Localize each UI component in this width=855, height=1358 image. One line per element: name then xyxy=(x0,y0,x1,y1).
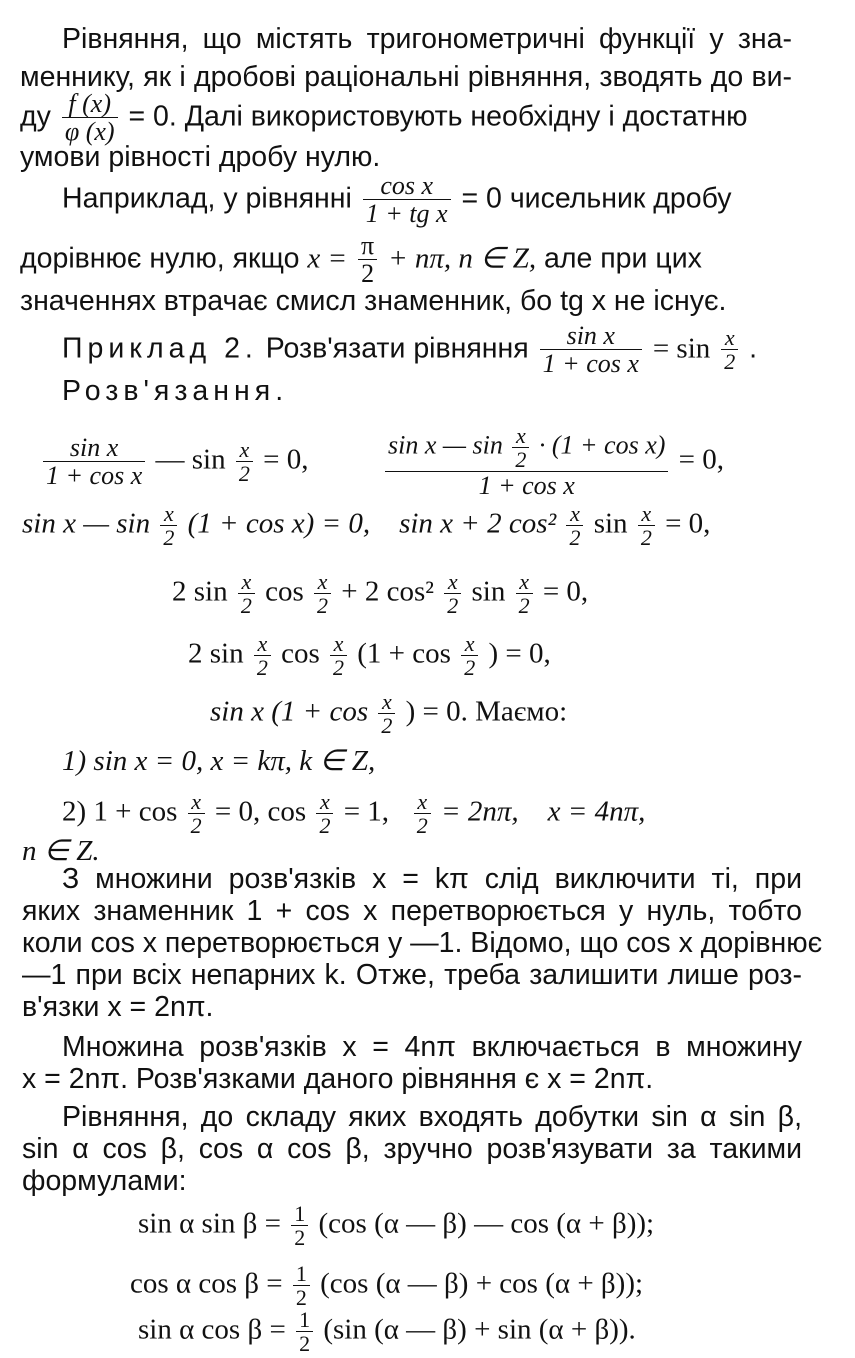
denominator: 2 xyxy=(515,447,527,473)
numerator: x xyxy=(414,790,431,814)
fraction-x-over-2 xyxy=(378,690,395,737)
fraction-x-over-2 xyxy=(330,632,347,679)
numerator: sin x xyxy=(43,434,145,462)
math: 2 sin xyxy=(188,637,244,670)
fraction-x-over-2 xyxy=(414,790,431,837)
paragraph-1-line-3 xyxy=(20,90,747,146)
math-row-3 xyxy=(172,570,588,617)
paragraph-3-line-2: яких знаменник 1 + cos x перетворюється у нуль, тобто xyxy=(22,895,802,927)
math: sin xyxy=(471,575,506,608)
denominator: 2 xyxy=(299,1331,311,1357)
example-title: Приклад 2. xyxy=(62,332,258,365)
numerator: x xyxy=(444,570,461,594)
formula-sin-sin xyxy=(138,1202,654,1249)
example-2-line xyxy=(62,322,757,378)
denominator: 2 xyxy=(333,655,345,681)
math: 2 sin xyxy=(172,575,228,608)
fraction-sin-over-1-plus-cos xyxy=(540,322,642,378)
denominator: 2 xyxy=(295,1285,307,1311)
math: (cos (α — β) + cos (α + β)); xyxy=(320,1267,644,1300)
numerator: 1 xyxy=(296,1308,313,1332)
math-row-4 xyxy=(188,632,551,679)
fraction-x-over-2 xyxy=(461,632,478,679)
text: = 0 чисельник дробу xyxy=(461,182,732,215)
case-2 xyxy=(62,790,645,837)
numerator: x xyxy=(238,570,255,594)
paragraph-1-line-2: меннику, як і дробові раціональні рівняння, зводять до ви- xyxy=(20,61,792,93)
fraction-x-over-2 xyxy=(254,632,271,679)
numerator xyxy=(385,424,668,472)
denominator: 2 xyxy=(240,593,252,619)
math: sin α sin β = xyxy=(138,1207,281,1240)
denominator: 1 + cos x xyxy=(46,461,143,491)
math: x = 4nπ, xyxy=(547,795,646,828)
numerator: sin x xyxy=(540,322,642,350)
math: = 0, cos xyxy=(214,795,307,828)
denominator: 2 xyxy=(238,461,250,487)
numerator: x xyxy=(512,424,529,448)
fraction-f-over-phi xyxy=(62,90,118,146)
numerator: x xyxy=(378,690,395,714)
math: (cos (α — β) — cos (α + β)); xyxy=(318,1207,655,1240)
paragraph-3-line-3: коли cos x перетворюється у —1. Відомо, що cos x дорівнює xyxy=(22,927,823,959)
text: дорівнює нулю, якщо xyxy=(20,242,300,275)
denominator: 1 + cos x xyxy=(542,349,639,379)
numerator: f (x) xyxy=(62,90,118,118)
denominator: 2 xyxy=(256,655,268,681)
math: (1 + cos x) = 0, xyxy=(187,507,371,540)
text: Наприклад, у рівнянні xyxy=(62,182,352,215)
math: — sin xyxy=(155,443,226,476)
numerator: x xyxy=(516,570,533,594)
math-row-2 xyxy=(22,502,710,549)
math: ) = 0, xyxy=(488,637,551,670)
math: · (1 + cos x) xyxy=(538,430,666,460)
math: + nπ, n ∈ Z, xyxy=(388,242,537,275)
math-row-5 xyxy=(210,690,567,737)
paragraph-5-line-1: Рівняння, до складу яких входять добутки sin α sin β, xyxy=(62,1101,802,1133)
case-2-tail: n ∈ Z. xyxy=(22,835,100,867)
math: + 2 cos² xyxy=(341,575,434,608)
text: Розв'язати рівняння xyxy=(265,332,529,365)
paragraph-5-line-3: формулами: xyxy=(22,1165,187,1197)
formula-cos-cos xyxy=(130,1262,643,1309)
fraction-x-over-2 xyxy=(188,790,205,837)
math-row-1-fraction xyxy=(382,424,724,499)
text: . xyxy=(749,332,758,365)
math: cos xyxy=(281,637,320,670)
numerator: 1 xyxy=(293,1262,310,1286)
paragraph-1-line-1: Рівняння, що містять тригонометричні функції у зна- xyxy=(62,23,792,55)
fraction-x-over-2 xyxy=(566,502,583,549)
math: (sin (α — β) + sin (α + β)). xyxy=(323,1313,636,1346)
paragraph-3-line-5: в'язки x = 2nπ. xyxy=(22,991,214,1023)
denominator: 2 xyxy=(319,813,331,839)
numerator: π xyxy=(358,232,377,260)
denominator: 2 xyxy=(190,813,202,839)
math: ) = 0. Маємо: xyxy=(405,695,568,728)
fraction-x-over-2 xyxy=(236,438,253,485)
denominator: 2 xyxy=(361,259,375,289)
case-1: 1) sin x = 0, x = kπ, k ∈ Z, xyxy=(62,745,376,777)
paragraph-4-line-2: x = 2nπ. Розв'язками даного рівняння є x = 2nπ. xyxy=(22,1063,654,1095)
big-fraction xyxy=(385,424,668,499)
numerator: x xyxy=(638,502,655,526)
math-row-1 xyxy=(40,434,308,490)
denominator: 2 xyxy=(381,713,393,739)
denominator: 2 xyxy=(317,593,329,619)
fraction-x-over-2 xyxy=(638,502,655,549)
math: sin x — sin xyxy=(388,430,503,460)
math: sin x (1 + cos xyxy=(210,695,369,728)
numerator: x xyxy=(160,502,177,526)
math: sin α cos β = xyxy=(138,1313,286,1346)
fraction-one-half xyxy=(291,1202,308,1249)
numerator: x xyxy=(236,438,253,462)
numerator: x xyxy=(188,790,205,814)
fraction-pi-over-2 xyxy=(358,232,377,288)
paragraph-5-line-2: sin α cos β, cos α cos β, зручно розв'язувати за такими xyxy=(22,1133,802,1165)
math: = 0, xyxy=(678,443,725,476)
paragraph-1-line-4: умови рівності дробу нулю. xyxy=(20,141,381,173)
math: cos α cos β = xyxy=(130,1267,283,1300)
fraction-x-over-2 xyxy=(314,570,331,617)
fraction-one-half xyxy=(296,1308,313,1355)
solution-label: Розв'язання. xyxy=(62,375,289,407)
numerator: x xyxy=(314,570,331,594)
math: = sin xyxy=(652,332,711,365)
math: = 1, xyxy=(343,795,390,828)
paragraph-2-line-1 xyxy=(62,172,732,228)
math: sin x + 2 cos² xyxy=(399,507,557,540)
text: але при цих xyxy=(544,242,702,275)
denominator: 2 xyxy=(294,1225,306,1251)
numerator: x xyxy=(316,790,333,814)
fraction-x-over-2 xyxy=(238,570,255,617)
denominator: φ (x) xyxy=(64,117,115,147)
fraction-x-over-2 xyxy=(444,570,461,617)
denominator: 1 + tg x xyxy=(365,199,448,229)
paragraph-2-line-3: значеннях втрачає смисл знаменник, бо tg x не існує. xyxy=(20,285,727,317)
numerator: x xyxy=(566,502,583,526)
fraction-sin-over-1-plus-cos xyxy=(43,434,145,490)
fraction-x-over-2 xyxy=(512,424,529,471)
math: = 0, xyxy=(665,507,711,540)
denominator: 2 xyxy=(518,593,530,619)
numerator: x xyxy=(254,632,271,656)
text: ду xyxy=(20,100,51,133)
fraction-x-over-2 xyxy=(516,570,533,617)
math: = 2nπ, xyxy=(441,795,519,828)
numerator: cos x xyxy=(363,172,451,200)
paragraph-4-line-1: Множина розв'язків x = 4nπ включається в множину xyxy=(62,1031,802,1063)
math: sin xyxy=(593,507,628,540)
math: cos xyxy=(265,575,304,608)
denominator: 2 xyxy=(640,525,652,551)
denominator: 2 xyxy=(416,813,428,839)
fraction-cos-over-1-plus-tg xyxy=(363,172,451,228)
numerator: 1 xyxy=(291,1202,308,1226)
denominator: 2 xyxy=(569,525,581,551)
math: = 0, xyxy=(263,443,309,476)
math: sin x — sin xyxy=(22,507,151,540)
denominator: 2 xyxy=(724,349,736,375)
denominator: 1 + cos x xyxy=(478,471,575,501)
paragraph-3-line-1: З множини розв'язків x = kπ слід виключити ті, при xyxy=(62,863,802,895)
numerator: x xyxy=(330,632,347,656)
math: 2) 1 + cos xyxy=(62,795,178,828)
math: = 0, xyxy=(542,575,589,608)
numerator: x xyxy=(461,632,478,656)
numerator: x xyxy=(721,326,738,350)
fraction-one-half xyxy=(293,1262,310,1309)
fraction-x-over-2 xyxy=(316,790,333,837)
math: x = xyxy=(307,242,348,275)
formula-sin-cos xyxy=(138,1308,636,1355)
fraction-x-over-2 xyxy=(721,326,738,373)
denominator: 2 xyxy=(464,655,476,681)
paragraph-3-line-4: —1 при всіх непарних k. Отже, треба залишити лише роз- xyxy=(22,959,802,991)
math: (1 + cos xyxy=(357,637,451,670)
denominator: 2 xyxy=(163,525,175,551)
fraction-x-over-2 xyxy=(160,502,177,549)
text: = 0. Далі використовують необхідну і достатню xyxy=(128,100,748,133)
paragraph-2-line-2 xyxy=(20,232,702,288)
denominator: 2 xyxy=(447,593,459,619)
